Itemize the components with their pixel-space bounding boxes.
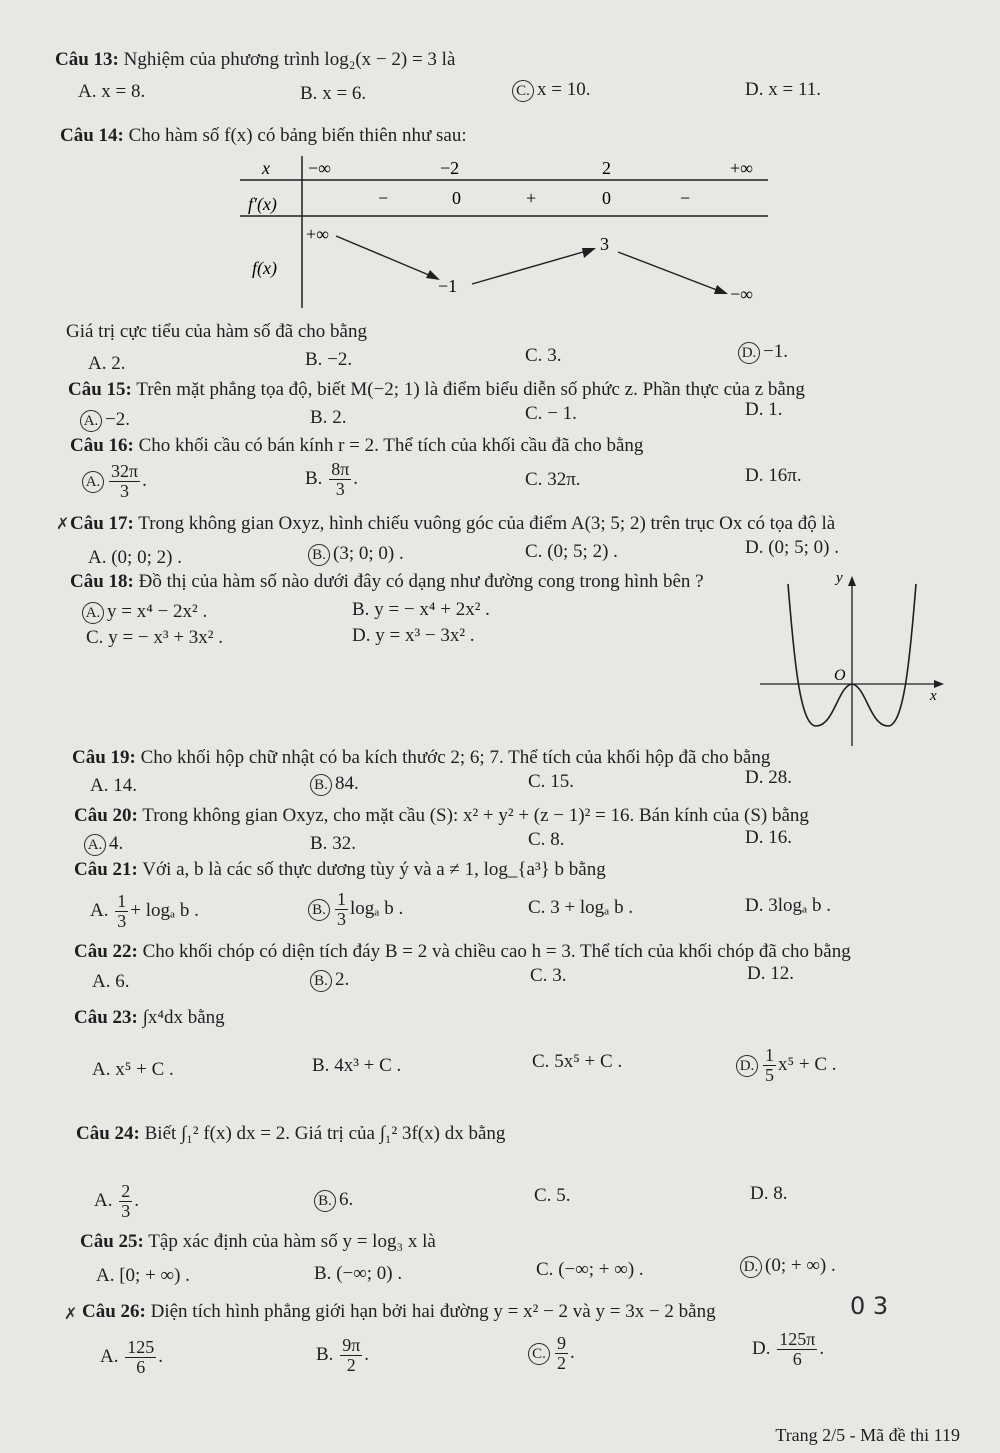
decrease-arrow-icon	[336, 236, 440, 280]
question-18: Câu 18: Đồ thị của hàm số nào dưới đây có dạng như đường cong trong hình bên ?	[70, 571, 704, 592]
q21-option-c: C. 3 + logₐ b .	[528, 897, 634, 918]
q15-option-d: D. 1.	[745, 399, 783, 420]
answer-circle-icon: A.	[80, 410, 102, 432]
q16-option-b: B. $\frac{8\pi}{3}$ .	[305, 459, 359, 499]
question-14-text: Cho hàm số f(x) có bảng biến thiên như sau:	[128, 125, 467, 146]
table-f-val: −∞	[730, 284, 753, 304]
function-graph	[758, 568, 958, 748]
q16-option-c: C. 32π.	[525, 469, 581, 490]
q18-option-a: A. y = x⁴ − 2x² .	[82, 600, 207, 624]
question-24: Câu 24: Biết ∫₁² f(x) dx = 2. Giá trị của ∫₁² 3f(x) dx bằng	[76, 1123, 506, 1144]
q20-option-a: A. 4.	[84, 832, 123, 856]
answer-circle-icon: D.	[736, 1055, 758, 1077]
y-axis-label: y	[836, 570, 843, 586]
question-19-text: Cho khối hộp chữ nhật có ba kích thước 2; 6; 7. Thể tích của khối hộp đã cho bằng	[140, 747, 771, 768]
q26-option-b: B. $\frac{9\pi}{2}$ .	[316, 1335, 370, 1375]
q19-option-a: A. 14.	[90, 775, 137, 796]
q17-option-a: A. (0; 0; 2) .	[88, 547, 182, 568]
q14-option-b: B. −2.	[305, 349, 353, 370]
q14-option-d: D. −1.	[738, 340, 788, 364]
answer-circle-icon: B.	[310, 970, 332, 992]
question-18-text: Đồ thị của hàm số nào dưới đây có dạng như đường cong trong hình bên ?	[138, 571, 704, 592]
x-axis-arrow-icon	[934, 680, 944, 688]
q20-option-b: B. 32.	[310, 833, 356, 854]
question-23-text: ∫x⁴dx bằng	[142, 1007, 225, 1028]
question-17: Câu 17: Trong không gian Oxyz, hình chiếu vuông góc của điểm A(3; 5; 2) trên trục Ox có tọa độ là	[70, 513, 836, 534]
q15-option-b: B. 2.	[310, 407, 347, 428]
page-footer: Trang 2/5 - Mã đề thi 119	[775, 1425, 960, 1445]
table-fp-val: +	[526, 188, 537, 208]
question-20-text: Trong không gian Oxyz, cho mặt cầu (S): x² + y² + (z − 1)² = 16. Bán kính của (S) bằng	[142, 805, 809, 826]
table-row-x: x	[262, 158, 270, 178]
q26-option-d: D. $\frac{125\pi}{6}$ .	[752, 1329, 825, 1369]
q18-option-b: B. y = − x⁴ + 2x² .	[352, 599, 490, 620]
table-fp-val: −	[680, 188, 691, 208]
answer-circle-icon: B.	[308, 899, 330, 921]
answer-circle-icon: A.	[82, 602, 104, 624]
q23-option-d: D. $\frac{1}{5}$ x⁵ + C .	[736, 1046, 837, 1085]
question-22-text: Cho khối chóp có diện tích đáy B = 2 và chiều cao h = 3. Thể tích của khối chóp đã cho bằng	[142, 941, 851, 962]
fraction: $\frac{9}{2}$	[557, 1333, 566, 1373]
fraction: $\frac{1}{3}$	[337, 889, 346, 929]
answer-circle-icon: A.	[82, 471, 104, 493]
table-fp-val: 0	[452, 188, 461, 208]
fraction: $\frac{32\pi}{3}$	[111, 461, 139, 501]
answer-circle-icon: A.	[84, 834, 106, 856]
question-13: Câu 13: Nghiệm của phương trình log₂(x − 2) = 3 là	[55, 49, 456, 70]
q14-option-c: C. 3.	[525, 345, 562, 366]
q17-option-d: D. (0; 5; 0) .	[745, 537, 839, 558]
x-axis-label: x	[930, 688, 937, 704]
q19-option-d: D. 28.	[745, 767, 792, 788]
table-f-val: +∞	[306, 224, 329, 244]
q15-option-a: A. −2.	[80, 408, 130, 432]
table-row-fprime: f′(x)	[248, 194, 277, 214]
question-26-text: Diện tích hình phẳng giới hạn bởi hai đường y = x² − 2 và y = 3x − 2 bằng	[150, 1301, 716, 1322]
fraction: $\frac{1}{5}$	[765, 1045, 774, 1085]
q19-option-c: C. 15.	[528, 771, 574, 792]
answer-circle-icon: C.	[528, 1343, 550, 1365]
question-14-sub: Giá trị cực tiểu của hàm số đã cho bằng	[66, 321, 367, 342]
q22-option-b: B. 2.	[310, 968, 349, 992]
decrease-arrow-icon	[618, 252, 728, 294]
question-24-text: Biết ∫₁² f(x) dx = 2. Giá trị của ∫₁² 3f(x) dx bằng	[144, 1123, 506, 1144]
question-22: Câu 22: Cho khối chóp có diện tích đáy B = 2 và chiều cao h = 3. Thể tích của khối chóp đã cho bằng	[74, 941, 851, 962]
question-25: Câu 25: Tập xác định của hàm số y = log₃ x là	[80, 1231, 436, 1252]
q18-option-c: C. y = − x³ + 3x² .	[86, 627, 223, 648]
q24-option-a: A. $\frac{2}{3}$ .	[94, 1181, 139, 1221]
answer-circle-icon: B.	[310, 774, 332, 796]
increase-arrow-icon	[472, 248, 596, 284]
fraction: $\frac{125\pi}{6}$	[779, 1329, 816, 1369]
variation-table	[240, 152, 780, 312]
q13-option-d: D. x = 11.	[745, 79, 821, 100]
question-26: Câu 26: Diện tích hình phẳng giới hạn bởi hai đường y = x² − 2 và y = 3x − 2 bằng	[82, 1301, 716, 1322]
question-14: Câu 14: Cho hàm số f(x) có bảng biến thiên như sau:	[60, 125, 467, 146]
q25-option-b: B. (−∞; 0) .	[314, 1263, 403, 1284]
q25-option-d: D. (0; + ∞) .	[740, 1254, 836, 1278]
table-fp-val: 0	[602, 188, 611, 208]
question-16-text: Cho khối cầu có bán kính r = 2. Thể tích của khối cầu đã cho bằng	[138, 435, 644, 456]
q21-option-a: A. $\frac{1}{3}$ + logₐ b .	[90, 891, 199, 931]
q23-option-c: C. 5x⁵ + C .	[532, 1051, 623, 1072]
q23-option-b: B. 4x³ + C .	[312, 1055, 402, 1076]
question-15-text: Trên mặt phẳng tọa độ, biết M(−2; 1) là điểm biểu diễn số phức z. Phần thực của z bằng	[136, 379, 805, 400]
q22-option-c: C. 3.	[530, 965, 567, 986]
question-15: Câu 15: Trên mặt phẳng tọa độ, biết M(−2; 1) là điểm biểu diễn số phức z. Phần thực của z bằng	[68, 379, 805, 400]
q25-option-c: C. (−∞; + ∞) .	[536, 1259, 644, 1280]
q26-option-c: C. $\frac{9}{2}$ .	[528, 1334, 575, 1373]
q21-option-d: D. 3logₐ b .	[745, 895, 831, 916]
table-fp-val: −	[378, 188, 389, 208]
y-axis-arrow-icon	[848, 576, 856, 586]
q17-option-c: C. (0; 5; 2) .	[525, 541, 618, 562]
q24-option-c: C. 5.	[534, 1185, 571, 1206]
q13-option-c: C. x = 10.	[512, 78, 590, 102]
question-13-text: Nghiệm của phương trình log₂(x − 2) = 3 là	[123, 49, 456, 70]
question-20: Câu 20: Trong không gian Oxyz, cho mặt cầu (S): x² + y² + (z − 1)² = 16. Bán kính của (S) bằng	[74, 805, 809, 826]
q13-option-b: B. x = 6.	[300, 83, 367, 104]
q14-option-a: A. 2.	[88, 353, 126, 374]
answer-circle-icon: B.	[308, 544, 330, 566]
q16-option-a: A. $\frac{32\pi}{3}$ .	[82, 462, 147, 501]
q24-option-d: D. 8.	[750, 1183, 788, 1204]
q26-option-a: A. $\frac{125}{6}$ .	[100, 1337, 163, 1377]
table-f-val: 3	[600, 234, 609, 254]
fraction: $\frac{9\pi}{2}$	[342, 1335, 361, 1375]
q19-option-b: B. 84.	[310, 772, 359, 796]
table-x-val: −2	[440, 158, 460, 178]
table-x-val: 2	[602, 158, 611, 178]
q20-option-c: C. 8.	[528, 829, 565, 850]
question-21: Câu 21: Với a, b là các số thực dương tùy ý và a ≠ 1, log_{a³} b bằng	[74, 859, 606, 880]
fraction: $\frac{125}{6}$	[127, 1337, 155, 1377]
table-x-val: +∞	[730, 158, 753, 178]
table-x-val: −∞	[308, 158, 331, 178]
q24-option-b: B. 6.	[314, 1188, 353, 1212]
q20-option-d: D. 16.	[745, 827, 792, 848]
question-23: Câu 23: ∫x⁴dx bằng	[74, 1007, 225, 1028]
question-17-text: Trong không gian Oxyz, hình chiếu vuông góc của điểm A(3; 5; 2) trên trục Ox có tọa độ là	[138, 513, 836, 534]
cross-mark-icon: ✗	[56, 514, 70, 533]
q22-option-a: A. 6.	[92, 971, 130, 992]
question-19: Câu 19: Cho khối hộp chữ nhật có ba kích thước 2; 6; 7. Thể tích của khối hộp đã cho bằng	[72, 747, 771, 768]
answer-circle-icon: B.	[314, 1190, 336, 1212]
fraction: $\frac{2}{3}$	[121, 1181, 131, 1221]
answer-circle-icon: D.	[740, 1256, 762, 1278]
q13-option-a: A. x = 8.	[78, 81, 146, 102]
table-row-f: f(x)	[252, 258, 277, 278]
fraction: $\frac{1}{3}$	[117, 891, 127, 931]
fraction: $\frac{8\pi}{3}$	[331, 459, 350, 499]
question-21-text: Với a, b là các số thực dương tùy ý và a ≠ 1, log_{a³} b bằng	[142, 859, 606, 880]
table-f-val: −1	[438, 276, 458, 296]
cross-mark-icon: ✗	[64, 1304, 78, 1323]
question-25-text: Tập xác định của hàm số y = log₃ x là	[148, 1231, 436, 1252]
answer-circle-icon: C.	[512, 80, 534, 102]
q17-option-b: B. (3; 0; 0) .	[308, 542, 404, 566]
origin-label: O	[834, 667, 846, 684]
q23-option-a: A. x⁵ + C .	[92, 1059, 174, 1080]
q18-option-d: D. y = x³ − 3x² .	[352, 625, 475, 646]
q15-option-c: C. − 1.	[525, 403, 577, 424]
question-16: Câu 16: Cho khối cầu có bán kính r = 2. Thể tích của khối cầu đã cho bằng	[70, 435, 644, 456]
q21-option-b: B. $\frac{1}{3}$ logₐ b .	[308, 890, 403, 929]
q22-option-d: D. 12.	[747, 963, 794, 984]
q25-option-a: A. [0; + ∞) .	[96, 1265, 190, 1286]
q16-option-d: D. 16π.	[745, 465, 802, 486]
handwritten-note: 0 3	[850, 1292, 889, 1320]
answer-circle-icon: D.	[738, 342, 760, 364]
